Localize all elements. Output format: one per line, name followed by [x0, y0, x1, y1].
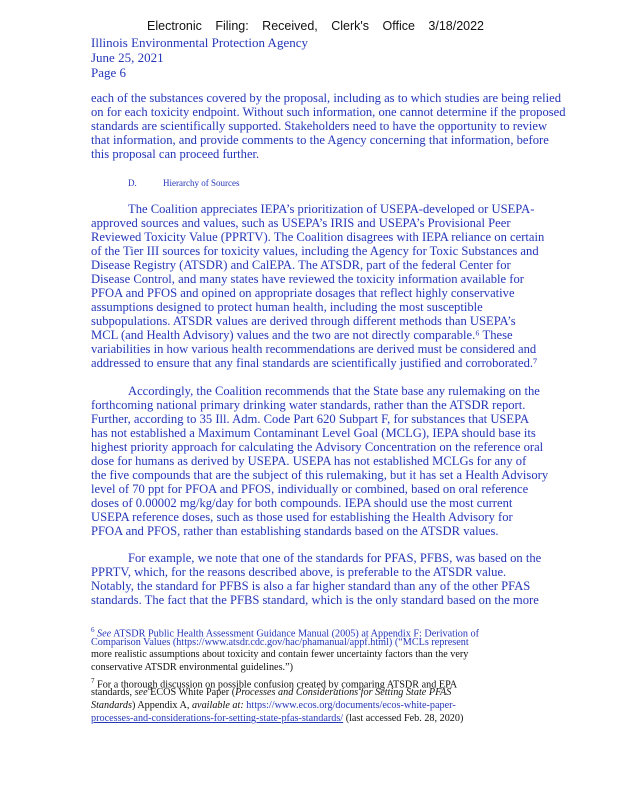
text-line: PFOA and PFOS, rather than establishing standards based on the ATSDR values. [91, 524, 499, 538]
footnote-7-text: ) Appendix A, [131, 700, 192, 712]
text-line: forthcoming national primary drinking water standards, rather than the ATSDR report. [91, 398, 526, 412]
letterhead-date: June 25, 2021 [91, 50, 164, 65]
footnote-7-number: 7 [91, 676, 95, 685]
footnote-7-see: see [134, 687, 148, 699]
text-line: that information, and provide comments to the Agency concerning that information, before [91, 133, 549, 147]
footnotes [91, 624, 551, 726]
footnote-7-title: Processes and Considerations for Setting State PFAS [235, 687, 452, 699]
paragraph-1 [91, 91, 591, 161]
footnote-7-link[interactable]: processes-and-considerations-for-setting-state-pfas-standards/ [91, 712, 344, 724]
footnote-6-text: (“MCLs represent [392, 636, 469, 648]
footnote-6-text: conservative ATSDR environmental guidelines.”) [91, 662, 294, 674]
footnote-6-see: See [97, 628, 112, 640]
text-line: USEPA reference doses, such as those used for establishing the Health Advisory for [91, 510, 513, 524]
footnote-7-title: Standards [91, 700, 132, 712]
text-line: dose for humans as derived by USEPA. USEPA has not established MCLGs for any of [91, 454, 527, 468]
footnote-6-link[interactable]: (https://www.atsdr.cdc.gov/hac/phamanual/appf.html) [172, 636, 393, 648]
letterhead-agency: Illinois Environmental Protection Agency [91, 35, 308, 50]
text-line: doses of 0.00002 mg/kg/day for both compounds. IEPA should use the most current [91, 496, 513, 510]
text-line: Further, according to 35 Ill. Adm. Code Part 620 Subpart F, for substances that USEPA [91, 412, 530, 426]
footnote-6-number: 6 [91, 626, 95, 634]
text-line: the five compounds that are the subject of this rulemaking, but it has set a Health Advisory [91, 468, 549, 482]
text-line: of the Tier III sources for toxicity values, including the Agency for Toxic Substances and [91, 244, 539, 258]
text-line: subpopulations. ATSDR values are derived through different methods than USEPA’s [91, 314, 516, 328]
text-line: level of 70 ppt for PFOA and PFOS, individually or combined, based on oral reference [91, 482, 529, 496]
section-title: Hierarchy of Sources [163, 178, 240, 188]
text-line: variabilities in how various health recommendations are derived must be considered and [91, 342, 537, 356]
footnote-7-link[interactable]: https://www.ecos.org/documents/ecos-white-paper- [246, 700, 456, 712]
text-line: approved sources and values, such as USEPA’s IRIS and USEPA’s Provisional Peer [91, 216, 511, 230]
footnote-7-text: For a thorough discussion on possible confusion created by comparing ATSDR and EPA [97, 679, 458, 691]
text-line: Disease Control, and many states have reviewed the toxicity information available for [91, 272, 524, 286]
text-line: standards are scientifically supported. Stakeholders need to have the opportunity to review [91, 119, 548, 133]
text-line: MCL (and Health Advisory) values and the two are not directly comparable.⁶ These [91, 328, 513, 342]
paragraph-4 [91, 551, 591, 607]
text-line: Accordingly, the Coalition recommends that the State base any rulemaking on the [128, 384, 540, 398]
text-line: assumptions designed to protect human health, including the most susceptible [91, 300, 483, 314]
footnote-7-text: standards, [91, 687, 135, 699]
footnote-7-text: ECOS White Paper ( [147, 687, 236, 699]
footnote-6-text: Comparison Values [91, 636, 173, 648]
text-line: For example, we note that one of the standards for PFAS, PFBS, was based on the [128, 551, 542, 565]
text-line: on for each toxicity endpoint. Without such information, one cannot determine if the proposed [91, 105, 566, 119]
text-line: highest priority approach for calculating the Advisory Concentration on the reference oral [91, 440, 544, 454]
text-line: Notably, the standard for PFBS is also a far higher standard than any of the other PFAS [91, 579, 531, 593]
text-line: each of the substances covered by the proposal, including as to which studies are being relied [91, 91, 562, 105]
text-line: standards. The fact that the PFBS standard, which is the only standard based on the more [91, 593, 539, 607]
section-number: D. [128, 178, 137, 188]
footnote-7-available: available at: [191, 700, 244, 712]
paragraph-2 [91, 202, 591, 370]
letterhead-page: Page 6 [91, 65, 127, 80]
footnote-6-text: ATSDR Public Health Assessment Guidance Manual (2005) at Appendix F: Derivation of [113, 628, 480, 640]
text-line: Reviewed Toxicity Value (PPRTV). The Coalition disagrees with IEPA reliance on certain [91, 230, 545, 244]
footnote-6-text: more realistic assumptions about toxicity and contain fewer uncertainty factors than the very [91, 649, 469, 661]
filing-stamp: Electronic Filing: Received, Clerk's Office 3/18/2022 [147, 19, 485, 33]
text-line: PFOA and PFOS and opined on appropriate dosages that reflect highly conservative [91, 286, 515, 300]
text-line: The Coalition appreciates IEPA’s prioritization of USEPA-developed or USEPA- [128, 202, 535, 216]
text-line: has not established a Maximum Contaminant Level Goal (MCLG), IEPA should base its [91, 426, 536, 440]
text-line: addressed to ensure that any final standards are scientifically justified and corroborated.⁷ [91, 356, 538, 370]
paragraph-3 [91, 384, 591, 538]
text-line: Disease Registry (ATSDR) and CalEPA. The ATSDR, part of the federal Center for [91, 258, 511, 272]
footnote-7-text: (last accessed Feb. 28, 2020) [343, 712, 464, 724]
text-line: this proposal can proceed further. [91, 147, 260, 161]
text-line: PPRTV, which, for the reasons described above, is preferable to the ATSDR value. [91, 565, 507, 579]
